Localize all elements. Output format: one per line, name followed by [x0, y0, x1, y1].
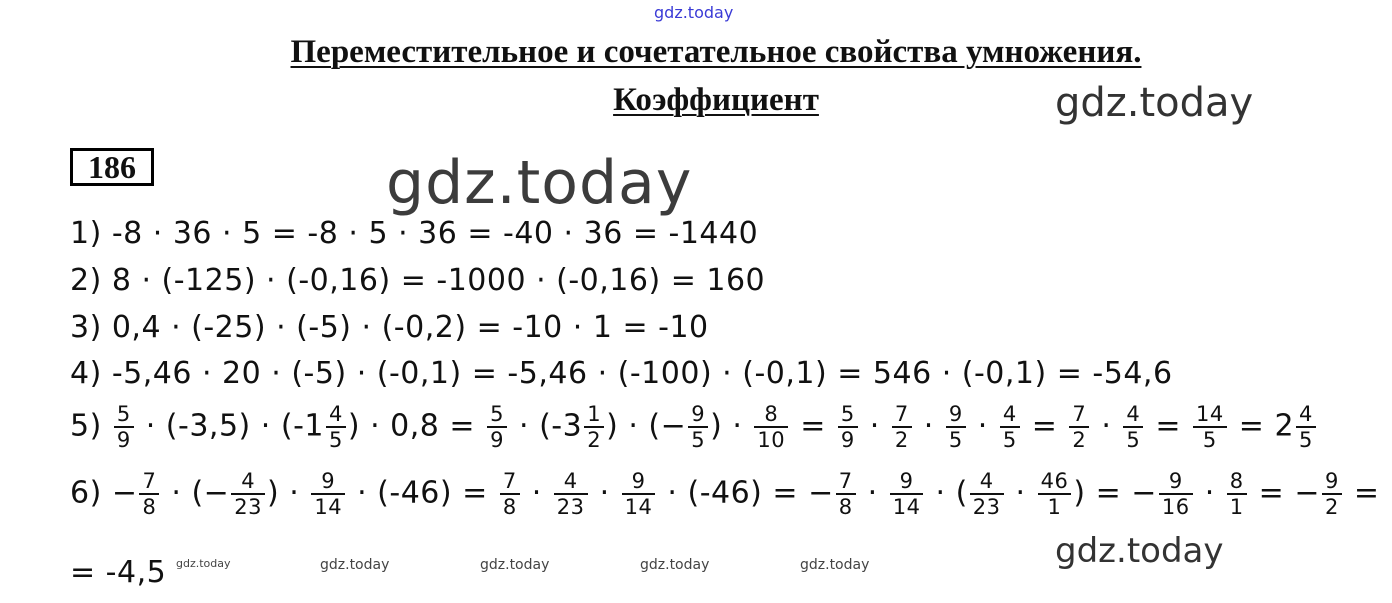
fraction: $\frac{9}{14}$ — [622, 469, 656, 519]
expr-text: ) · — [710, 408, 753, 444]
watermark-bottom-1: gdz.today — [176, 557, 231, 570]
fraction: $\frac{4}{5}$ — [1123, 402, 1143, 452]
fraction: $\frac{1}{2}$ — [584, 402, 604, 452]
fraction: $\frac{8}{1}$ — [1227, 469, 1247, 519]
fraction: $\frac{9}{14}$ — [890, 469, 924, 519]
expr-text: = 2 — [1228, 408, 1295, 444]
expr-text: = − — [1248, 475, 1320, 511]
expr-text: · — [967, 408, 998, 444]
watermark-bottom-4: gdz.today — [640, 557, 710, 573]
fraction: $\frac{5}{9}$ — [487, 402, 507, 452]
fraction: $\frac{4}{5}$ — [1296, 402, 1316, 452]
solution-line-5 — [70, 402, 1318, 452]
fraction: $\frac{9}{14}$ — [311, 469, 345, 519]
page-title: Переместительное и сочетательное свойства умножения. — [290, 34, 1142, 70]
expr-text: ) · — [267, 475, 310, 511]
expr-text: · — [859, 408, 890, 444]
expr-text: ) · 0,8 = — [347, 408, 486, 444]
watermark-bottom-2: gdz.today — [320, 557, 390, 573]
expr-text: · — [589, 475, 620, 511]
fraction: $\frac{4}{5}$ — [326, 402, 346, 452]
page-subtitle: Коэффициент — [613, 82, 819, 118]
fraction: $\frac{7}{2}$ — [1069, 402, 1089, 452]
watermark-large: gdz.today — [386, 148, 693, 218]
fraction: $\frac{7}{8}$ — [139, 469, 159, 519]
fraction: $\frac{8}{10}$ — [754, 402, 788, 452]
solution-line-2: 2) 8 · (-125) · (-0,16) = -1000 · (-0,16) = 160 — [70, 263, 766, 298]
fraction: $\frac{4}{23}$ — [970, 469, 1004, 519]
expr-text: · — [521, 475, 552, 511]
fraction: $\frac{9}{5}$ — [946, 402, 966, 452]
expr-text: = — [1343, 475, 1380, 511]
expr-text: 6) − — [70, 475, 138, 511]
fraction: $\frac{9}{16}$ — [1159, 469, 1193, 519]
fraction: $\frac{14}{5}$ — [1193, 402, 1227, 452]
solution-line-3: 3) 0,4 · (-25) · (-5) · (-0,2) = -10 · 1 = -10 — [70, 310, 709, 345]
watermark-right-lower: gdz.today — [1055, 531, 1224, 571]
expr-text: 5) — [70, 408, 112, 444]
expr-text: · — [1005, 475, 1036, 511]
expr-text: ) · (− — [606, 408, 687, 444]
fraction: $\frac{7}{8}$ — [836, 469, 856, 519]
expr-text: · (-3,5) · (-1 — [135, 408, 324, 444]
expr-text: ) = − — [1073, 475, 1157, 511]
expr-text: · — [857, 475, 888, 511]
fraction: $\frac{7}{2}$ — [892, 402, 912, 452]
fraction: $\frac{9}{5}$ — [688, 402, 708, 452]
fraction: $\frac{4}{5}$ — [1000, 402, 1020, 452]
fraction: $\frac{4}{23}$ — [554, 469, 588, 519]
fraction: $\frac{9}{2}$ — [1322, 469, 1342, 519]
solution-line-1: 1) -8 · 36 · 5 = -8 · 5 · 36 = -40 · 36 = -1440 — [70, 216, 759, 251]
expr-text: · — [913, 408, 944, 444]
expr-text: = — [1021, 408, 1068, 444]
expr-text: · — [1194, 475, 1225, 511]
task-number-box: 186 — [70, 148, 154, 186]
expr-text: = — [790, 408, 836, 444]
fraction: $\frac{5}{9}$ — [114, 402, 134, 452]
expr-text: · (-46) = — [347, 475, 498, 511]
fraction: $\frac{7}{8}$ — [500, 469, 520, 519]
fraction: $\frac{5}{9}$ — [838, 402, 858, 452]
solution-line-7: = -4,5 — [70, 555, 167, 590]
expr-text: · (-46) = − — [657, 475, 834, 511]
expr-text: · ( — [925, 475, 968, 511]
watermark-bottom-3: gdz.today — [480, 557, 550, 573]
expr-text: · — [1091, 408, 1122, 444]
fraction: $\frac{4}{23}$ — [231, 469, 265, 519]
watermark-top: gdz.today — [654, 3, 734, 22]
watermark-right-upper: gdz.today — [1055, 80, 1254, 126]
expr-text: = — [1145, 408, 1191, 444]
expr-text: · (− — [161, 475, 230, 511]
solution-line-4: 4) -5,46 · 20 · (-5) · (-0,1) = -5,46 · (-100) · (-0,1) = 546 · (-0,1) = -54,6 — [70, 356, 1173, 391]
solution-line-6 — [70, 469, 1380, 519]
watermark-bottom-5: gdz.today — [800, 557, 870, 573]
fraction: $\frac{46}{1}$ — [1038, 469, 1072, 519]
expr-text: · (-3 — [508, 408, 583, 444]
